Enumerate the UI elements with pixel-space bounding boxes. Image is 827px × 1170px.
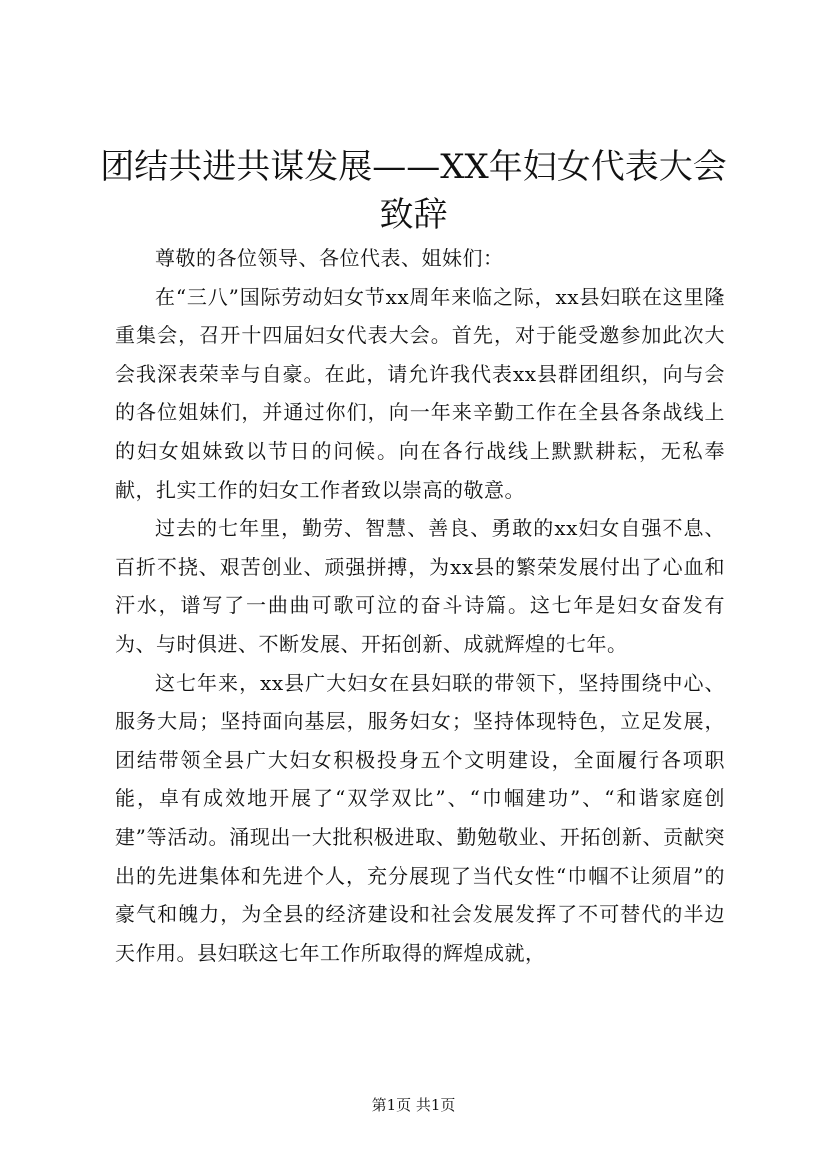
- page-footer: [0, 1095, 827, 1115]
- document-title: 团结共进共谋发展——XX年妇女代表大会致辞: [100, 147, 727, 235]
- body-paragraph: 过去的七年里，勤劳、智慧、善良、勇敢的xx妇女自强不息、百折不挠、艰苦创业、顽强拼搏，为xx县的繁荣发展付出了心血和汗水，谱写了一曲曲可歌可泣的奋斗诗篇。这七年是妇女奋发有为、与时俱进、不断发展、开拓创新、成就辉煌的七年。: [115, 516, 725, 656]
- document-body: [115, 239, 725, 972]
- body-paragraph: 在“三八”国际劳动妇女节xx周年来临之际，xx县妇联在这里隆重集会，召开十四届妇女代表大会。首先，对于能受邀参加此次大会我深表荣幸与自豪。在此，请允许我代表xx县群团组织，向与会的各位姐妹们，并通过你们，向一年来辛勤工作在全县各条战线上的妇女姐妹致以节日的问候。向在各行战线上默默耕耘，无私奉献，扎实工作的妇女工作者致以崇高的敬意。: [115, 284, 725, 502]
- body-paragraph: 这七年来，xx县广大妇女在县妇联的带领下，坚持围绕中心、服务大局；坚持面向基层，服务妇女；坚持体现特色，立足发展，团结带领全县广大妇女积极投身五个文明建设，全面履行各项职能，卓有成效地开展了“双学双比”、“巾帼建功”、“和谐家庭创建”等活动。涌现出一大批积极进取、勤勉敬业、开拓创新、贡献突出的先进集体和先进个人，充分展现了当代女性“巾帼不让须眉”的豪气和魄力，为全县的经济建设和社会发展发挥了不可替代的半边天作用。县妇联这七年工作所取得的辉煌成就，: [115, 670, 725, 965]
- salutation-paragraph: 尊敬的各位领导、各位代表、姐妹们：: [155, 246, 504, 270]
- page-indicator: 第1页 共1页: [371, 1096, 456, 1114]
